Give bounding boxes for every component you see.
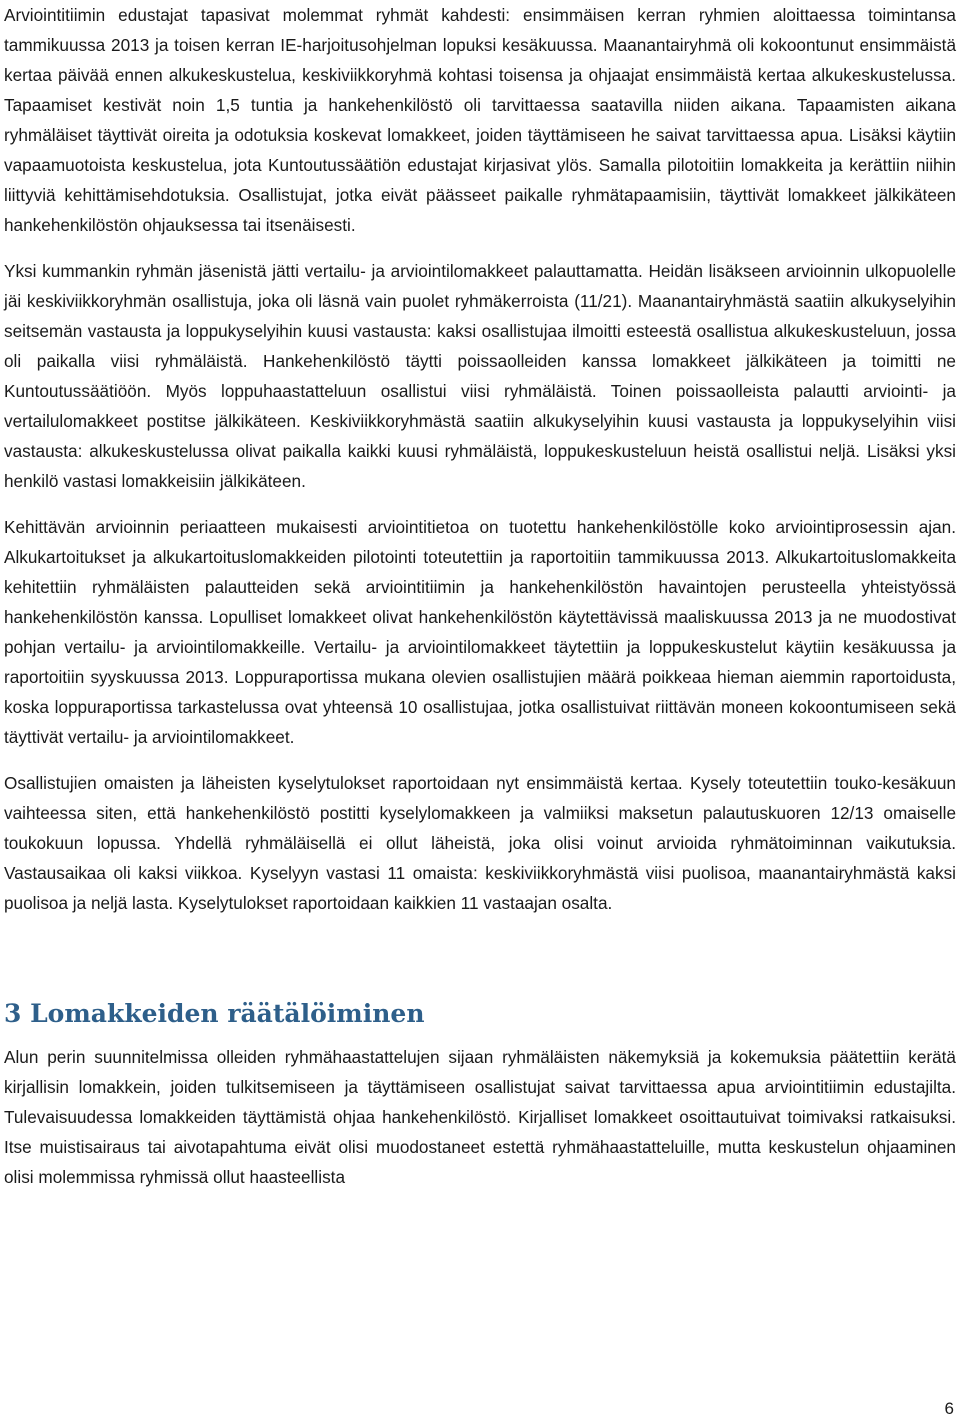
body-paragraph-3: Kehittävän arvioinnin periaatteen mukaisesti arviointitietoa on tuotettu hankehenkilöstölle koko arviointiprosessin ajan. Alkukartoitukset ja alkukartoituslomakkeiden pilotointi toteutettiin ja raportoitiin tammikuussa 2013. Alkukartoituslomakkeita kehitettiin ryhmäläisten palautteiden sekä arviointitiimin ja hankehenkilöstön havaintojen perusteella yhteistyössä hankehenkilöstön kanssa. Lopulliset lomakkeet olivat hankehenkilöstön käytettävissä maaliskuussa 2013 ja ne muodostivat pohjan vertailu- ja arviointilomakkeille. Vertailu- ja arviointilomakkeet täytettiin ja loppukeskustelut käytiin kesäkuussa ja raportoitiin syyskuussa 2013. Loppuraportissa mukana olevien osallistujien määrä poikkeaa hieman aiemmin raportoidusta, koska loppuraportissa tarkastelussa ovat yhteensä 10 osallistujaa, jotka osallistuivat riittävän moneen kokoontumiseen sekä täyttivät vertailu- ja arviointilomakkeet.	[4, 517, 956, 747]
body-paragraph-2: Yksi kummankin ryhmän jäsenistä jätti vertailu- ja arviointilomakkeet palauttamatta. Heidän lisäkseen arvioinnin ulkopuolelle jäi keskiviikkoryhmän osallistuja, joka oli läsnä vain puolet ryhmäkerroista (11/21). Maanantairyhmästä saatiin alkukyselyihin seitsemän vastausta ja loppukyselyihin kuusi vastausta: kaksi osallistujaa ilmoitti esteestä osallistua alkukeskusteluun, jossa oli paikalla viisi ryhmäläistä. Hankehenkilöstö täytti poissaolleiden kanssa lomakkeet jälkikäteen ja toimitti ne Kuntoutussäätiöön. Myös loppuhaastatteluun osallistui viisi ryhmäläistä. Toinen poissaolleista palautti arviointi- ja vertailulomakkeet postitse jälkikäteen. Keskiviikkoryhmästä saatiin alkukyselyihin kuusi vastausta ja loppukyselyihin viisi vastausta: alkukeskustelussa olivat paikalla kaikki kuusi ryhmäläistä, loppukeskusteluun heistä osallistui neljä. Lisäksi yksi henkilö vastasi lomakkeisiin jälkikäteen.	[4, 261, 956, 491]
page-number: 6	[944, 1399, 954, 1418]
body-paragraph-1: Arviointitiimin edustajat tapasivat molemmat ryhmät kahdesti: ensimmäisen kerran ryhmien aloittaessa toimintansa tammikuussa 2013 ja toisen kerran IE-harjoitusohjelman lopuksi kesäkuussa. Maanantairyhmä oli kokoontunut ensimmäistä kertaa päivää ennen alkukeskustelua, keskiviikkoryhmä kohtasi toisensa ja ohjaajat ensimmäistä kertaa alkukeskustelussa. Tapaamiset kestivät noin 1,5 tuntia ja hankehenkilöstö oli tarvittaessa saatavilla niiden aikana. Tapaamisten aikana ryhmäläiset täyttivät oireita ja odotuksia koskevat lomakkeet, joiden täyttämiseen he saivat tarvittaessa apua. Lisäksi käytiin vapaamuotoista keskustelua, jota Kuntoutussäätiön edustajat kirjasivat ylös. Samalla pilotoitiin lomakkeita ja kerättiin niihin liittyviä kehittämisehdotuksia. Osallistujat, jotka eivät päässeet paikalle ryhmätapaamisiin, täyttivät lomakkeet jälkikäteen hankehenkilöstön ohjauksessa tai itsenäisesti.	[4, 5, 956, 235]
section-paragraph: Alun perin suunnitelmissa olleiden ryhmähaastattelujen sijaan ryhmäläisten näkemyksiä ja kokemuksia päätettiin kerätä kirjallisin lomakkein, joiden tulkitsemiseen ja täyttämiseen osallistujat saivat tarvittaessa apua arviointitiimin edustajilta. Tulevaisuudessa lomakkeiden täyttämistä ohjaa hankehenkilöstö. Kirjalliset lomakkeet osoittautuivat toimivaksi ratkaisuksi. Itse muistisairaus tai aivotapahtuma eivät olisi muodostaneet estettä ryhmähaastatteluille, mutta keskustelun ohjaaminen olisi molemmissa ryhmissä ollut haasteellista	[4, 1047, 956, 1187]
section-heading: 3 Lomakkeiden räätälöiminen	[4, 999, 425, 1028]
document-page	[4, 0, 956, 1192]
body-paragraph-4: Osallistujien omaisten ja läheisten kyselytulokset raportoidaan nyt ensimmäistä kertaa. Kysely toteutettiin touko-kesäkuun vaihteessa siten, että hankehenkilöstö postitti kyselylomakkeen ja valmiiksi maksetun palautuskuoren 12/13 omaiselle toukokuun lopussa. Yhdellä ryhmäläisellä ei ollut läheistä, joka olisi voinut arvioida ryhmätoiminnan vaikutuksia. Vastausaikaa oli kaksi viikkoa. Kyselyyn vastasi 11 omaista: keskiviikkoryhmästä viisi puolisoa, maanantairyhmästä kaksi puolisoa ja neljä lasta. Kyselytulokset raportoidaan kaikkien 11 vastaajan osalta.	[4, 773, 956, 913]
